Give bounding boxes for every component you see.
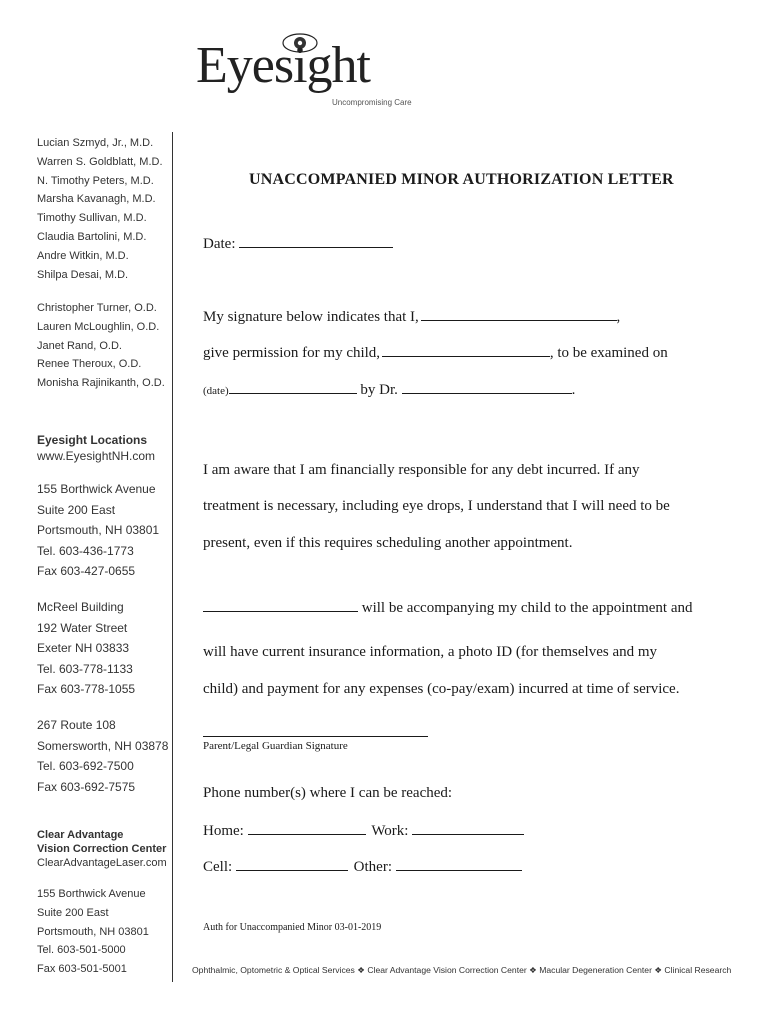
address-line: 267 Route 108 [37,718,116,732]
text-fragment: , to be examined on [549,345,668,361]
text-fragment: will be accompanying my child to the appointment and [361,600,693,616]
doctor-name: Monisha Rajinikanth, O.D. [37,377,165,390]
address-line: 155 Borthwick Avenue [37,482,156,496]
paragraph-line: treatment is necessary, including eye drops, I understand that I will need to be [203,498,670,515]
other-label: Other: [353,859,392,875]
fax-line: Fax 603-692-7575 [37,779,136,794]
fax-line: Fax 603-501-5001 [37,963,127,976]
fax-line: Fax 603-427-0655 [37,564,136,578]
cell-other-row [203,857,522,876]
locations-heading: Eyesight Locations [37,433,148,447]
signature-field[interactable] [203,736,428,737]
doctor-name: Shilpa Desai, M.D. [37,268,129,281]
md-doctor-list [37,134,163,284]
companion-row [203,598,693,617]
parent-name-field[interactable] [421,307,617,321]
doctor-name: Warren S. Goldblatt, M.D. [37,155,163,168]
location-clear-advantage [37,885,149,979]
doctor-name-field[interactable] [402,380,572,394]
location-somersworth [37,715,168,797]
phone-line: Tel. 603-778-1133 [37,661,133,676]
date-field[interactable] [239,234,393,248]
doctor-name: Christopher Turner, O.D. [37,302,157,314]
child-name-row [203,343,668,362]
financial-paragraph [203,452,670,561]
date-label: Date: [203,236,236,252]
companion-name-field[interactable] [203,598,358,612]
clear-advantage-url: ClearAdvantageLaser.com [37,857,167,869]
phone-line: Tel. 603-436-1773 [37,543,134,558]
address-line: 192 Water Street [37,620,128,635]
text-fragment: by Dr. [360,382,398,398]
signature-label: Parent/Legal Guardian Signature [203,740,348,752]
cell-phone-field[interactable] [236,857,348,871]
paragraph-line: will have current insurance information, a photo ID (for themselves and my [203,644,658,660]
home-phone-field[interactable] [248,821,366,835]
other-phone-field[interactable] [396,857,522,871]
companion-paragraph [203,634,679,707]
logo-wordmark: Eyesight [196,37,370,94]
doctor-name: Lucian Szmyd, Jr., M.D. [37,137,154,149]
cell-label: Cell: [203,859,233,875]
od-doctor-list [37,299,165,393]
clear-advantage-heading: Clear Advantage [37,829,124,841]
doctor-name: N. Timothy Peters, M.D. [37,174,154,187]
doctor-name: Lauren McLoughlin, O.D. [37,320,160,333]
logo-tagline: Uncompromising Care [332,98,412,107]
paragraph-line: I am aware that I am financially responsible for any debt incurred. If any [203,462,640,478]
locations-url: www.EyesightNH.com [37,449,156,463]
sidebar-divider [172,132,173,982]
address-line: Portsmouth, NH 03801 [37,523,160,537]
work-phone-field[interactable] [412,821,524,835]
doctor-name: Andre Witkin, M.D. [37,249,129,262]
phone-heading: Phone number(s) where I can be reached: [203,785,453,801]
address-line: Suite 200 East [37,906,109,919]
phone-line: Tel. 603-692-7500 [37,759,134,773]
work-label: Work: [371,823,409,839]
clear-advantage-header [37,828,167,871]
locations-header [37,433,155,464]
address-line: Portsmouth, NH 03801 [37,925,149,938]
location-portsmouth [37,479,159,582]
address-line: Somersworth, NH 03878 [37,738,169,753]
exam-date-field[interactable] [229,380,357,394]
doctor-name: Marsha Kavanagh, M.D. [37,193,156,206]
location-exeter [37,597,135,700]
home-work-row [203,821,524,840]
text-fragment: My signature below indicates that I, [203,309,419,325]
paragraph-line: child) and payment for any expenses (co-pay/exam) incurred at time of service. [203,680,680,697]
date-row [203,234,393,253]
doctor-name: Renee Theroux, O.D. [37,358,142,371]
fax-line: Fax 603-778-1055 [37,682,136,696]
footer-services: Ophthalmic, Optometric & Optical Services ❖ Clear Advantage Vision Correction Center ❖ Macular Degeneration Center ❖ Clinical Research [192,965,732,975]
parent-name-row [203,307,620,326]
text-fragment: (date) [203,385,229,397]
home-label: Home: [203,823,244,839]
text-fragment: , [616,309,621,325]
letter-title: UNACCOMPANIED MINOR AUTHORIZATION LETTER [249,171,674,188]
doctor-name: Timothy Sullivan, M.D. [37,212,147,225]
doctor-name: Janet Rand, O.D. [37,339,122,352]
address-line: Suite 200 East [37,502,116,517]
phone-line: Tel. 603-501-5000 [37,944,126,957]
doctor-name: Claudia Bartolini, M.D. [37,230,147,243]
address-line: 155 Borthwick Avenue [37,888,146,900]
eyesight-logo [196,30,436,116]
text-fragment: give permission for my child, [203,345,381,361]
paragraph-line: present, even if this requires scheduling another appointment. [203,534,573,551]
form-id: Auth for Unaccompanied Minor 03-01-2019 [203,922,382,933]
text-fragment: . [571,382,576,398]
exam-date-row [203,380,575,399]
child-name-field[interactable] [382,343,550,357]
address-line: Exeter NH 03833 [37,641,130,655]
clear-advantage-subheading: Vision Correction Center [37,843,167,855]
address-line: McReel Building [37,600,124,614]
